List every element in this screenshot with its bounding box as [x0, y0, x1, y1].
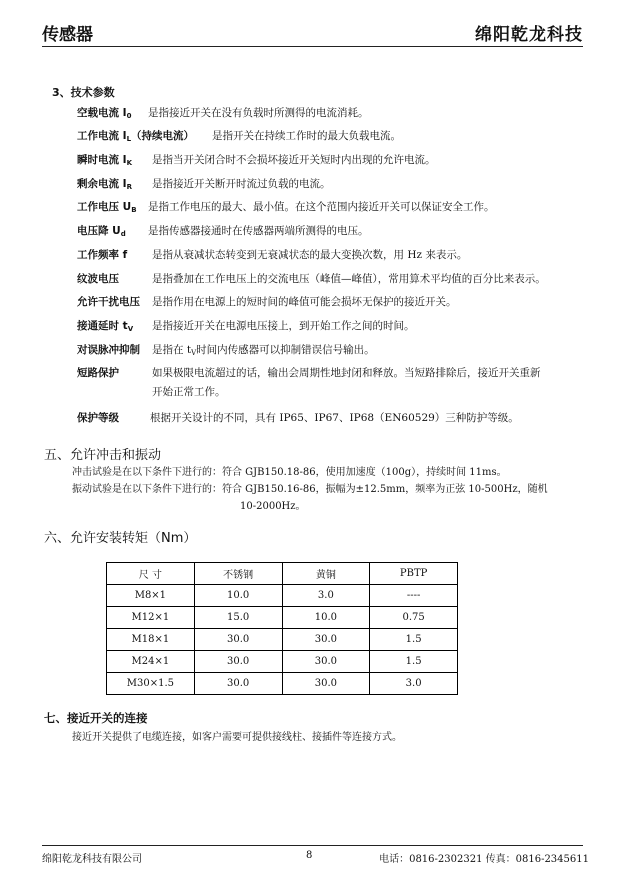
table-row: [107, 585, 458, 607]
tech-param-term: [77, 152, 132, 167]
table-cell: 0.75: [370, 607, 458, 629]
term-subscript: L: [126, 135, 132, 143]
header-title: 传感器: [42, 25, 93, 45]
table-cell: 30.0: [194, 673, 282, 695]
desc-text: 是指接近开关在电源电压接上，到开始工作之间的时间。: [152, 320, 415, 332]
tech-param-term: [77, 247, 127, 262]
tech-param-term: [77, 199, 137, 214]
tech-param-desc: [152, 294, 457, 309]
tech-param-desc: [148, 105, 369, 120]
tech-param-desc: [152, 318, 415, 333]
col-stainless-header: 不锈钢: [194, 563, 282, 585]
tech-param-desc: [152, 247, 467, 262]
desc-text: 是指开关在持续工作时的最大负载电流。: [212, 130, 401, 142]
shock-test-text: 冲击试验是在以下条件下进行的：符合 GJB150.18-86，使用加速度（100g），持续时间 11ms。: [72, 467, 507, 478]
table-cell: 30.0: [194, 629, 282, 651]
desc-text: 如果极限电流超过的话，输出会周期性地封闭和释放。当短路排除后，接近开关重新: [152, 367, 541, 379]
col-size-header: 尺 寸: [107, 563, 195, 585]
tech-param-term: [77, 105, 131, 120]
term-subscript: V: [127, 325, 134, 333]
footer-divider: [42, 845, 583, 846]
desc-text: 是指叠加在工作电压上的交流电压（峰值—峰值），常用算术平均值的百分比来表示。: [152, 273, 546, 285]
col-brass-header: 黄铜: [282, 563, 370, 585]
term-label: 瞬时电流 I: [77, 154, 127, 166]
term-subscript: B: [131, 206, 137, 214]
table-cell: 15.0: [194, 607, 282, 629]
term-subscript: 0: [126, 112, 132, 120]
term-label: 电压降 U: [77, 225, 121, 237]
term-label: 工作频率 f: [77, 249, 128, 261]
term-label: 对误脉冲抑制: [77, 344, 140, 356]
section-6-title: 六、允许安装转矩（Nm）: [44, 531, 197, 546]
tech-param-term: [77, 294, 140, 309]
table-cell: M30×1.5: [107, 673, 195, 695]
table-cell: 10.0: [282, 607, 370, 629]
desc-text: 是指当开关闭合时不会损坏接近开关短时内出现的允许电流。: [152, 154, 436, 166]
desc-text: 根据开关设计的不同，具有 IP65、IP67、IP68（EN60529）三种防护等级。: [150, 412, 519, 424]
footer-contact: 电话：0816-2302321 传真：0816-2345611: [379, 854, 589, 865]
table-cell: M8×1: [107, 585, 195, 607]
table-cell: M24×1: [107, 651, 195, 673]
tech-param-desc: [148, 199, 495, 214]
term-label: 短路保护: [77, 367, 119, 379]
tech-param-term: [77, 128, 194, 143]
tech-param-term: [77, 342, 140, 357]
term-label: 保护等级: [77, 412, 119, 424]
header-company: 绵阳乾龙科技: [475, 25, 583, 45]
table-body: [107, 585, 458, 695]
tech-param-desc: [150, 410, 519, 425]
table-cell: M12×1: [107, 607, 195, 629]
term-label: 剩余电流 I: [77, 178, 127, 190]
tech-param-term: [77, 176, 132, 191]
tech-param-desc: [152, 365, 541, 380]
table-cell: 30.0: [194, 651, 282, 673]
section-3-title: 3、技术参数: [52, 86, 115, 99]
desc-text: 是指接近开关在没有负载时所测得的电流消耗。: [148, 107, 369, 119]
tech-param-desc: [152, 342, 375, 357]
table-cell: 1.5: [370, 629, 458, 651]
table-cell: 30.0: [282, 673, 370, 695]
table-row: [107, 651, 458, 673]
connection-text: 接近开关提供了电缆连接，如客户需要可提供接线柱、接插件等连接方式。: [72, 732, 402, 743]
tech-param-desc: [148, 223, 369, 238]
vibration-test-text: 振动试验是在以下条件下进行的：符合 GJB150.16-86，振幅为±12.5mm，频率为正弦 10-500Hz，随机: [72, 484, 548, 495]
tech-param-desc: [152, 152, 436, 167]
tech-param-desc: [152, 271, 546, 286]
term-label: 工作电流 I: [77, 130, 127, 142]
term-label: 接通延时 t: [77, 320, 128, 332]
term-subscript: R: [126, 183, 132, 191]
section-7-title: 七、接近开关的连接: [44, 711, 148, 725]
term-label: 工作电压 U: [77, 201, 132, 213]
desc-prefix: 是指在 t: [152, 344, 192, 356]
tech-param-term: [77, 271, 119, 286]
section-5-title: 五、允许冲击和振动: [44, 448, 162, 463]
tech-param-term: [77, 365, 119, 380]
table-cell: 3.0: [370, 673, 458, 695]
desc-text: 是指从衰减状态转变到无衰减状态的最大变换次数，用 Hz 来表示。: [152, 249, 468, 261]
term-subscript: K: [126, 159, 132, 167]
table-cell: 1.5: [370, 651, 458, 673]
table-row: [107, 607, 458, 629]
col-pbtp-header: PBTP: [370, 563, 458, 585]
footer-company: 绵阳乾龙科技有限公司: [42, 854, 142, 865]
tech-param-term: [77, 410, 119, 425]
table-row: [107, 629, 458, 651]
header-divider: [42, 46, 583, 47]
page-number: 8: [306, 850, 313, 861]
desc-text: 时间内传感器可以抑制错误信号输出。: [196, 344, 375, 356]
term-label: 空载电流 I: [77, 107, 127, 119]
term-subscript: d: [120, 230, 126, 238]
desc-text: 是指工作电压的最大、最小值。在这个范围内接近开关可以保证安全工作。: [148, 201, 495, 213]
tech-param-term: [77, 318, 133, 333]
tech-param-desc: [152, 176, 331, 191]
table-cell: 3.0: [282, 585, 370, 607]
term-note: （持续电流）: [131, 130, 195, 142]
table-row: [107, 673, 458, 695]
desc-subscript: V: [191, 349, 197, 357]
table-cell: 30.0: [282, 651, 370, 673]
desc-text: 是指作用在电源上的短时间的峰值可能会损坏无保护的接近开关。: [152, 296, 457, 308]
table-cell: 10.0: [194, 585, 282, 607]
tech-param-desc-cont: 开始正常工作。: [152, 386, 226, 398]
tech-param-desc: [212, 128, 401, 143]
torque-table: [106, 562, 458, 695]
tech-param-term: [77, 223, 126, 238]
desc-text: 是指接近开关断开时流过负载的电流。: [152, 178, 331, 190]
table-cell: 30.0: [282, 629, 370, 651]
table-header-row: [107, 563, 458, 585]
term-label: 允许干扰电压: [77, 296, 140, 308]
table-cell: ----: [370, 585, 458, 607]
vibration-test-text-cont: 10-2000Hz。: [240, 501, 306, 512]
desc-text: 是指传感器接通时在传感器两端所测得的电压。: [148, 225, 369, 237]
term-label: 纹波电压: [77, 273, 119, 285]
table-cell: M18×1: [107, 629, 195, 651]
